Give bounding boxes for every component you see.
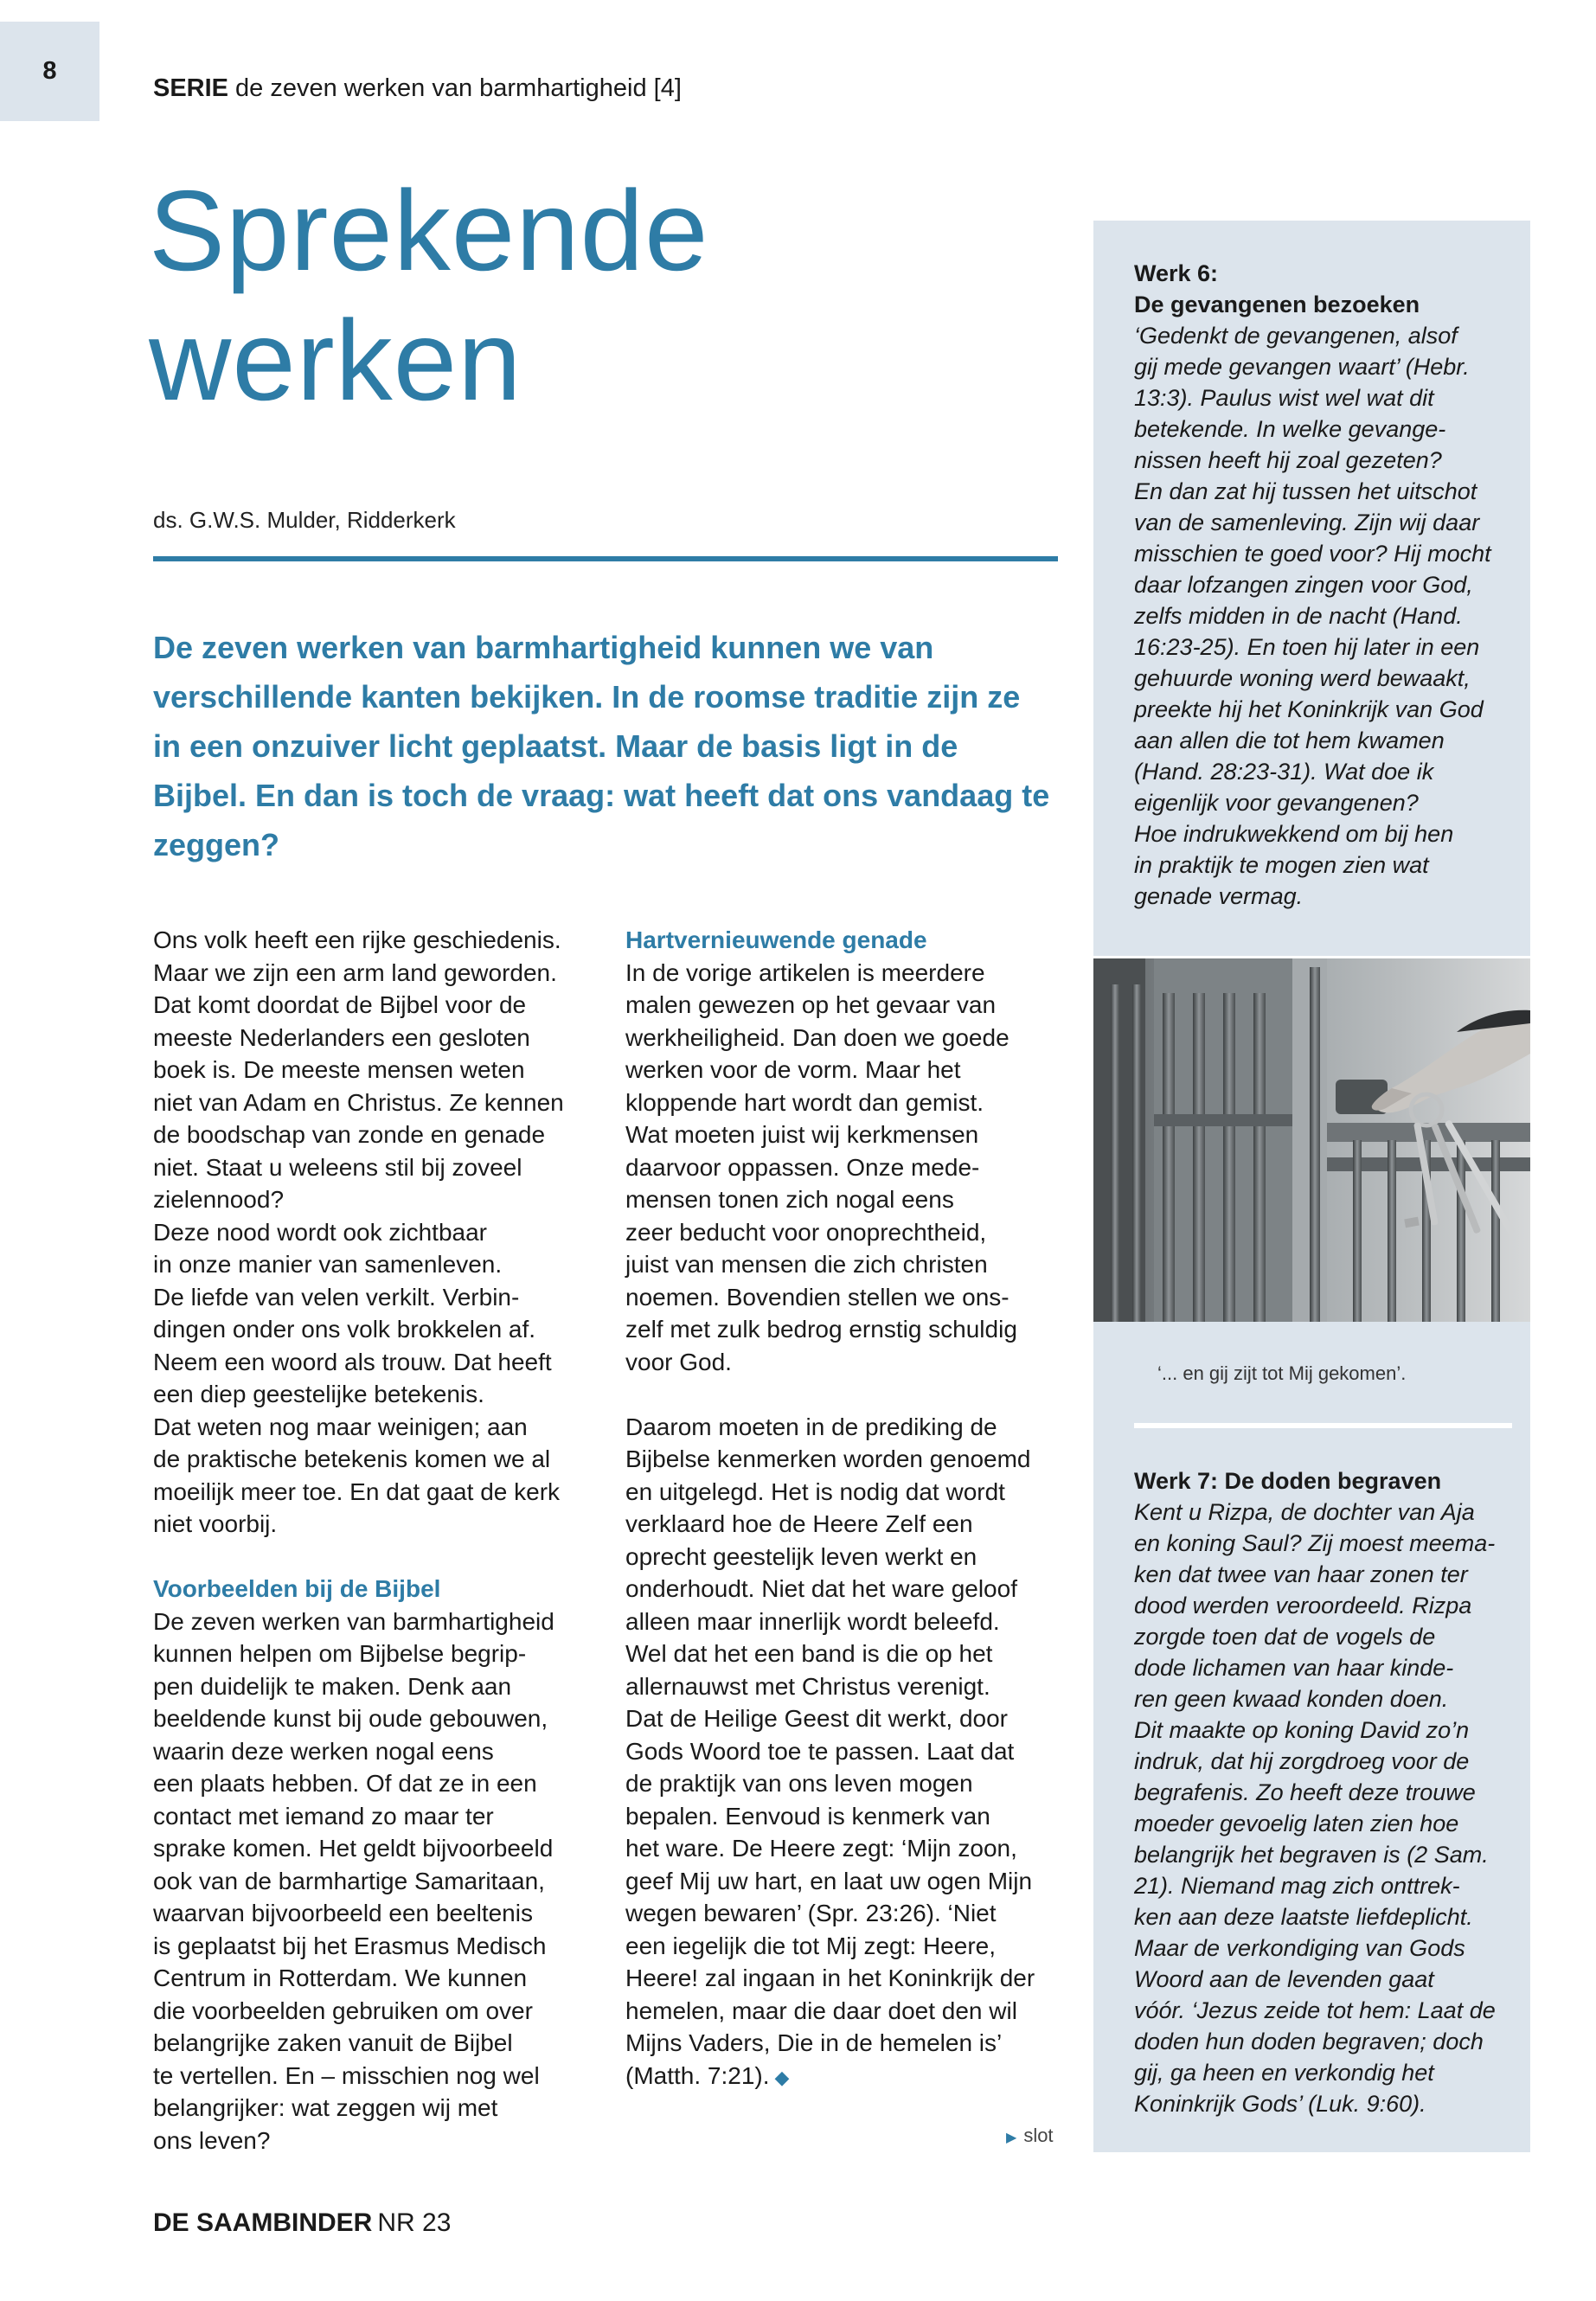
title-line-2: werken <box>149 297 522 424</box>
col1-paragraph-2: De zeven werken van barmhartigheid kunnen helpen om Bijbelse begrip- pen duidelijk te maken. Denk aan beeldende kunst bij oude gebouwen, waarin deze werken nogal eens een plaats hebben. Of dat ze in een contact met iemand zo maar ter sprake komen. Het geldt bijvoorbeeld ook van de barmhartige Samaritaan, waarvan bijvoorbeeld een beeltenis is geplaatst bij het Erasmus Medisch Centrum in Rotterdam. We kunnen die voorbeelden gebruiken om over belangrijke zaken vanuit de Bijbel te vertellen. En – misschien nog wel belangrijker: wat zeggen wij met ons leven? <box>153 1607 554 2154</box>
title-divider <box>153 556 1058 561</box>
werk7-body: Kent u Rizpa, de dochter van Aja en koning Saul? Zij moest meema- ken dat twee van haar zonen ter dood werden veroordeeld. Rizpa zorgde toen dat de vogels de dode lichamen van haar kinde- ren geen kwaad konden doen. Dit maakte op koning David zo’n indruk, dat hij zorgdroeg voor de begrafenis. Zo heeft deze trouwe moeder gevoelig laten zien hoe belangrijk het begraven is (2 Sam. 21). Niemand mag zich onttrek- ken aan deze laatste liefdeplicht. Maar de verkondiging van Gods Woord aan de levenden gaat vóór. ‘Jezus zeide tot hem: Laat de doden hun doden begraven; doch gij, ga heen en verkondig het Koninkrijk Gods’ (Luk. 9:60). <box>1134 1499 1496 2117</box>
end-mark-icon: ◆ <box>774 2066 790 2088</box>
body-column-1 <box>153 924 603 2157</box>
col2-subheading: Hartvernieuwende genade <box>625 926 927 953</box>
col2-paragraph-2-text: Daarom moeten in de prediking de Bijbelse kenmerken worden genoemd en uitgelegd. Het is nodig dat wordt verklaard hoe de Heere Zelf een oprecht geestelijk leven werkt en onderhoudt. Niet dat het ware geloof alleen maar innerlijk wordt beleefd. Wel dat het een band is die op het allernauwst met Christus verenigt. Dat de Heilige Geest dit werkt, door Gods Woord toe te passen. Laat dat de praktijk van ons leven mogen bepalen. Eenvoud is kenmerk van het ware. De Heere zegt: ‘Mijn zoon, geef Mij uw hart, en laat uw ogen Mijn wegen bewaren’ (Spr. 23:26). ‘Niet een iegelijk die tot Mij zegt: Heere, Heere! zal ingaan in het Koninkrijk der hemelen, maar die daar doet den wil Mijns Vaders, Die in de hemelen is’ (Matth. 7:21). <box>625 1413 1035 2089</box>
lead-paragraph: De zeven werken van barmhartigheid kunnen we van verschillende kanten bekijken. In de roomse traditie zijn ze in een onzuiver licht geplaatst. Maar de basis ligt in de Bijbel. En dan is toch de vraag: wat heeft dat ons vandaag te zeggen? <box>153 630 1050 862</box>
sidebar-divider <box>1134 1423 1512 1428</box>
werk6-body: ‘Gedenkt de gevangenen, alsof gij mede gevangen waart’ (Hebr. 13:3). Paulus wist wel wat dit betekende. In welke gevange- nissen heeft hij zoal gezeten? En dan zat hij tussen het uitschot van de samenleving. Zijn wij daar misschien te goed voor? Hij mocht daar lofzangen zingen voor God, zelfs midden in de nacht (Hand. 16:23-25). En toen hij later in een gehuurde woning werd bewaakt, preekte hij het Koninkrijk van God aan allen die tot hem kwamen (Hand. 28:23-31). Wat doe ik eigenlijk voor gevangenen? Hoe indrukwekkend om bij hen in praktijk te mogen zien wat genade vermag. <box>1134 323 1491 909</box>
series-title: de zeven werken van barmhartigheid [4] <box>235 74 682 102</box>
photo-caption: ‘... en gij zijt tot Mij gekomen’. <box>1157 1362 1407 1384</box>
werk7-block <box>1134 1465 1515 2119</box>
col2-paragraph-2 <box>625 1411 1075 2094</box>
werk6-heading: Werk 6: De gevangenen bezoeken <box>1134 260 1420 317</box>
page-number: 8 <box>0 22 99 121</box>
slot-marker <box>1006 2125 1054 2147</box>
magazine-name: DE SAAMBINDER <box>153 2208 373 2237</box>
triangle-right-icon: ▶ <box>1006 2131 1017 2145</box>
col1-subheading: Voorbeelden bij de Bijbel <box>153 1575 441 1602</box>
col1-paragraph-1: Ons volk heeft een rijke geschiedenis. Maar we zijn een arm land geworden. Dat komt doordat de Bijbel voor de meeste Nederlanders een gesloten boek is. De meeste mensen weten niet van Adam en Christus. Ze kennen de boodschap van zonde en genade niet. Staat u weleens stil bij zoveel zielennood? Deze nood wordt ook zichtbaar in onze manier van samenleven. De liefde van velen verkilt. Verbin- dingen onder ons volk brokkelen af. Neem een woord als trouw. Dat heeft een diep geestelijke betekenis. Dat weten nog maar weinigen; aan de praktische betekenis komen we al moeilijk meer toe. En dat gaat de kerk niet voorbij. <box>153 926 564 1537</box>
slot-label: slot <box>1023 2125 1054 2146</box>
series-label: SERIE <box>153 74 229 102</box>
issue-number: NR 23 <box>377 2208 452 2237</box>
werk7-heading: Werk 7: De doden begraven <box>1134 1468 1442 1494</box>
title-line-1: Sprekende <box>149 167 709 294</box>
body-column-2 <box>625 924 1075 2093</box>
werk6-block <box>1134 258 1515 912</box>
series-header <box>153 74 682 103</box>
prison-key-photo <box>1093 958 1530 1322</box>
col2-paragraph-1: In de vorige artikelen is meerdere malen gewezen op het gevaar van werkheiligheid. Dan doen we goede werken voor de vorm. Maar het kloppende hart wordt dan gemist. Wat moeten juist wij kerkmensen daarvoor oppassen. Onze mede- mensen tonen zich nogal eens zeer beducht voor onoprechtheid, juist van mensen die zich christen noemen. Bovendien stellen we ons- zelf met zulk bedrog ernstig schuldig voor God. <box>625 958 1017 1375</box>
article-title <box>149 166 1057 426</box>
page-footer <box>153 2208 451 2238</box>
author-byline: ds. G.W.S. Mulder, Ridderkerk <box>153 507 456 533</box>
